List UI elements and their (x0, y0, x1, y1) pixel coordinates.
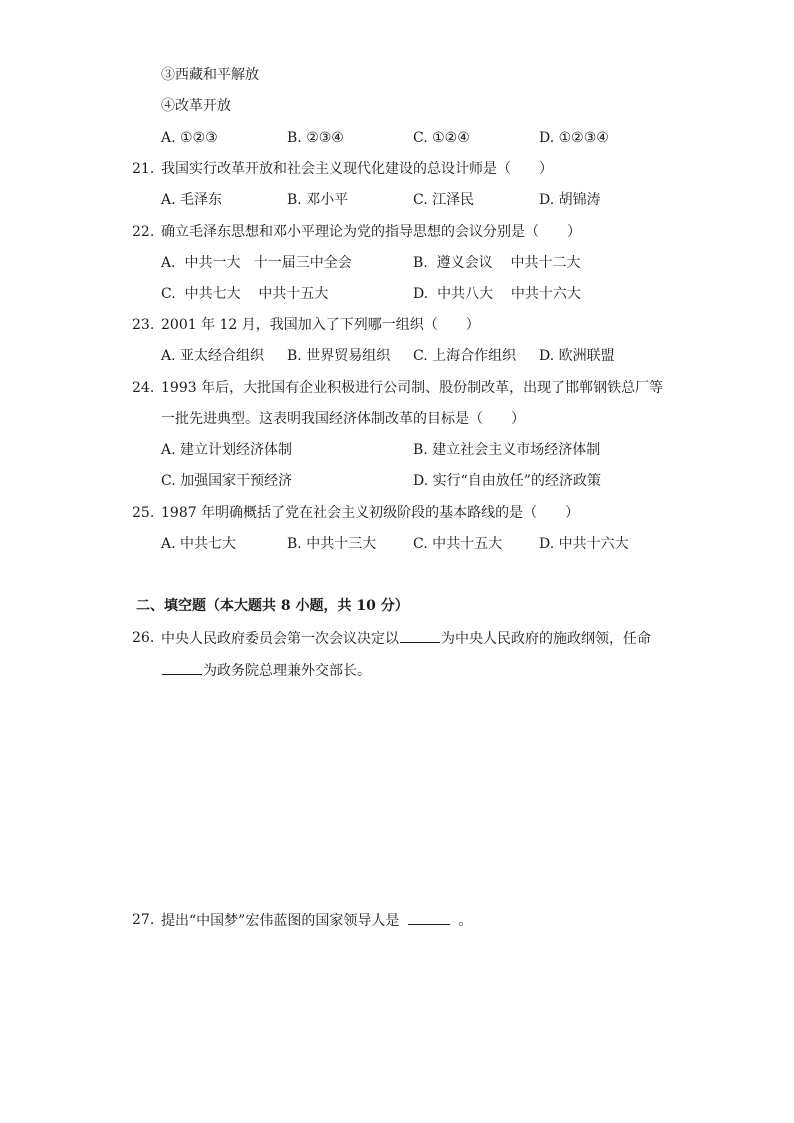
q22-option-d: D. 中共八大 中共十六大 (413, 286, 581, 302)
q25-option-b: B. 中共十三大 (287, 536, 377, 552)
q25-option-d: D. 中共十六大 (539, 536, 629, 552)
q24-text-line1: 1993 年后，大批国有企业积极进行公司制、股份制改革，出现了邯郸钢铁总厂等 (161, 380, 664, 396)
q20-item-3: ③西藏和平解放 (161, 67, 259, 83)
q23-text: 2001 年 12 月，我国加入了下列哪一组织（ ） (161, 317, 480, 333)
q21-option-a: A. 毛泽东 (161, 192, 223, 208)
q21-number: 21. (132, 161, 155, 177)
q25-number: 25. (132, 505, 155, 521)
q25-option-a: A. 中共七大 (161, 536, 237, 552)
q26-blank-1[interactable] (400, 628, 440, 643)
q27-text-part1: 提出“中国梦”宏伟蓝图的国家领导人是 (161, 913, 404, 929)
q20-option-c: C. ①②④ (413, 130, 470, 146)
q22-text: 确立毛泽东思想和邓小平理论为党的指导思想的会议分别是（ ） (161, 224, 581, 240)
q24-text-line2: 一批先进典型。这表明我国经济体制改革的目标是（ ） (161, 411, 525, 427)
q22-option-b: B. 遵义会议 中共十二大 (413, 255, 581, 271)
q26-text-part1: 中央人民政府委员会第一次会议决定以 (161, 631, 399, 647)
q23-number: 23. (132, 317, 155, 333)
q26-line1 (161, 628, 651, 649)
q24-option-c: C. 加强国家干预经济 (161, 473, 293, 489)
q24-option-b: B. 建立社会主义市场经济体制 (413, 442, 601, 458)
q26-text-part3: 为政务院总理兼外交部长。 (203, 663, 371, 679)
q27-number: 27. (132, 912, 155, 928)
q21-option-b: B. 邓小平 (287, 192, 349, 208)
q27-blank[interactable] (408, 910, 450, 925)
q22-number: 22. (132, 224, 155, 240)
q20-option-a: A. ①②③ (161, 130, 218, 146)
q24-option-d: D. 实行“自由放任”的经济政策 (413, 473, 601, 489)
q23-option-c: C. 上海合作组织 (413, 348, 517, 364)
q23-option-b: B. 世界贸易组织 (287, 348, 391, 364)
q24-number: 24. (132, 380, 155, 396)
q25-text: 1987 年明确概括了党在社会主义初级阶段的基本路线的是（ ） (161, 505, 580, 521)
section-title-fill-in: 二、填空题（本大题共 8 小题，共 10 分） (136, 598, 409, 614)
q27-text-part2: 。 (453, 913, 473, 929)
q21-option-c: C. 江泽民 (413, 192, 475, 208)
q21-text: 我国实行改革开放和社会主义现代化建设的总设计师是（ ） (161, 161, 553, 177)
q20-option-d: D. ①②③④ (539, 130, 609, 146)
q26-line2 (161, 660, 371, 681)
q25-option-c: C. 中共十五大 (413, 536, 503, 552)
q24-option-a: A. 建立计划经济体制 (161, 442, 293, 458)
q26-blank-2[interactable] (162, 660, 202, 675)
q22-option-c: C. 中共七大 中共十五大 (161, 286, 329, 302)
q21-option-d: D. 胡锦涛 (539, 192, 601, 208)
q26-number: 26. (132, 630, 155, 646)
q20-item-4: ④改革开放 (161, 98, 231, 114)
q26-text-part2: 为中央人民政府的施政纲领，任命 (441, 631, 651, 647)
q20-option-b: B. ②③④ (287, 130, 344, 146)
q23-option-d: D. 欧洲联盟 (539, 348, 615, 364)
q27-line (161, 910, 472, 931)
q22-option-a: A. 中共一大 十一届三中全会 (161, 255, 352, 271)
q23-option-a: A. 亚太经合组织 (161, 348, 265, 364)
